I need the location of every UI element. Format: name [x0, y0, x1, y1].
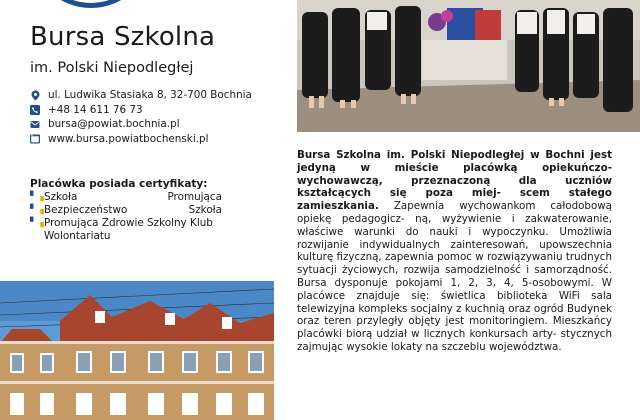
website-link[interactable]: www.bursa.powiatbochenski.pl: [48, 132, 209, 145]
contact-address: [30, 88, 252, 102]
building-photo: [0, 281, 274, 420]
mail-icon: [30, 119, 40, 130]
certificate-item: [30, 191, 222, 204]
certificate-item: [30, 204, 222, 217]
description-lead: Bursa Szkolna im. Polski Niepodległej w Bochni jest jedyną w mieście placówką opiekuńczo-wychowawczą, przeznaczoną dla uczniów kształcących się poza miej- scem stałego zamieszkania.: [297, 149, 612, 213]
globe-icon: [30, 133, 40, 144]
description-paragraph: [297, 149, 612, 354]
contact-phone: [30, 103, 252, 117]
certificate-bullet-icon: ▘▗: [30, 205, 44, 215]
certificate-item-text: Promująca Zdrowie Szkolny Klub Wolontariatu: [44, 217, 213, 242]
map-pin-icon: [30, 90, 40, 101]
certificate-bullet-icon: ▘▗: [30, 218, 44, 228]
group-photo: [297, 0, 640, 132]
address-text: ul. Ludwika Stasiaka 8, 32-700 Bochnia: [48, 89, 252, 101]
contact-website: [30, 132, 252, 146]
phone-link[interactable]: +48 14 611 76 73: [48, 103, 143, 116]
certificate-item-right: Szkoła: [188, 204, 222, 216]
page-title: Bursa Szkolna: [30, 22, 216, 52]
certificates-heading: Placówka posiada certyfikaty:: [30, 178, 208, 190]
phone-icon: [30, 104, 40, 115]
certificate-item: [30, 217, 222, 243]
logo: [30, 0, 152, 8]
certificates-list: [30, 191, 222, 243]
contact-list: [30, 88, 252, 146]
description-body: Zapewnia wychowankom całodobową opiekę pedagogicz- ną, wyżywienie i zakwaterowanie, właściwe warunki do nauki i wypoczynku. Umożliwia rozwijanie indywidualnych zainteresowań, upowszechnia kulturę fizyczną, zapewnia pomoc w rozwiązywaniu trudnych sytuacji życiowych, rozwija samodzielność i samorządność. Bursa dysponuje pokojami 1, 2, 3, 4, 5-osobowymi. W placówce znajduje się: świetlica biblioteka WiFi sala telewizyjna kompleks socjalny z kuchnią oraz ogród Budynek oraz teren przyległy objęty jest monitoringiem. Mieszkańcy placówki biorą udział w licznych konkursach arty- stycznych zajmując wysokie lokaty na szczeblu województwa.: [297, 200, 612, 353]
certificate-bullet-icon: ▘▗: [30, 192, 44, 202]
certificate-item-left: Szkoła: [44, 191, 78, 203]
certificate-item-left: Bezpieczeństwo: [44, 204, 128, 216]
page-subtitle: im. Polski Niepodległej: [30, 60, 194, 76]
email-link[interactable]: bursa@powiat.bochnia.pl: [48, 118, 180, 130]
certificate-item-right: Promująca: [167, 191, 222, 203]
contact-email: [30, 117, 252, 131]
